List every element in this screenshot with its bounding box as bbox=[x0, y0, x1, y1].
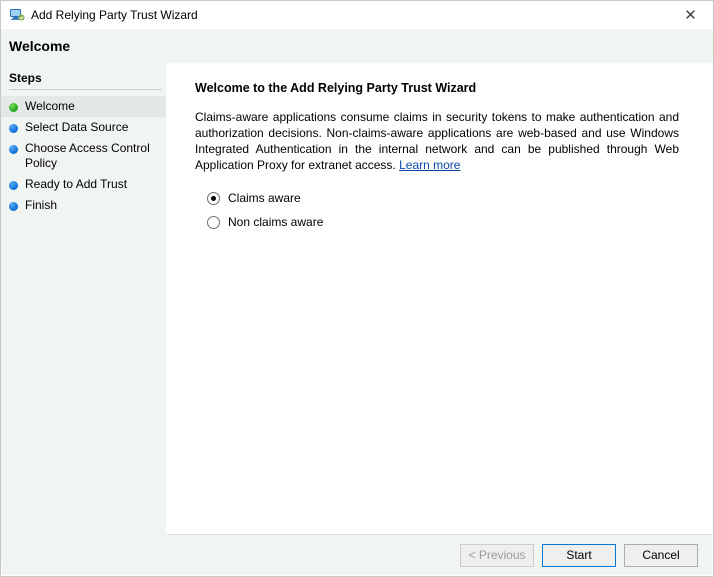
learn-more-link[interactable]: Learn more bbox=[399, 158, 461, 172]
page-header bbox=[1, 29, 713, 63]
sidebar-item-label: Select Data Source bbox=[25, 120, 129, 134]
content-description bbox=[195, 109, 679, 173]
sidebar-footer-fill bbox=[2, 534, 168, 575]
sidebar-item-label: Finish bbox=[25, 198, 58, 212]
step-bullet-icon bbox=[9, 181, 18, 190]
sidebar-item-label: Welcome bbox=[25, 99, 75, 113]
sidebar-item-finish[interactable] bbox=[1, 195, 166, 216]
window-title: Add Relying Party Trust Wizard bbox=[31, 8, 198, 22]
radio-option-label: Claims aware bbox=[228, 191, 301, 205]
sidebar-item-ready-to-add-trust[interactable] bbox=[1, 174, 166, 195]
steps-sidebar bbox=[1, 63, 167, 566]
radio-button-icon[interactable] bbox=[207, 192, 220, 205]
cancel-button[interactable]: Cancel bbox=[624, 544, 698, 567]
step-bullet-icon bbox=[9, 145, 18, 154]
sidebar-item-label: Choose Access Control Policy bbox=[25, 141, 150, 170]
step-bullet-icon bbox=[9, 124, 18, 133]
wizard-app-icon bbox=[9, 7, 25, 23]
sidebar-item-choose-access-control-policy[interactable] bbox=[1, 138, 166, 174]
radio-button-icon[interactable] bbox=[207, 216, 220, 229]
title-bar bbox=[1, 1, 713, 29]
sidebar-item-select-data-source[interactable] bbox=[1, 117, 166, 138]
step-bullet-icon bbox=[9, 202, 18, 211]
wizard-content bbox=[167, 63, 713, 566]
description-text: Claims-aware applications consume claims in security tokens to make authentication and authorization decisions. Non-claims-aware applications are web-based and use Windows Integrated Authentication in the internal network and can be published through Web Application Proxy for extranet access. bbox=[195, 110, 679, 172]
sidebar-item-welcome[interactable] bbox=[1, 96, 166, 117]
steps-divider bbox=[9, 89, 162, 90]
radio-option-non-claims-aware[interactable] bbox=[207, 215, 697, 229]
wizard-footer bbox=[168, 534, 712, 575]
page-title: Welcome bbox=[9, 38, 71, 54]
sidebar-item-label: Ready to Add Trust bbox=[25, 177, 128, 191]
radio-option-label: Non claims aware bbox=[228, 215, 324, 229]
content-heading: Welcome to the Add Relying Party Trust Wizard bbox=[195, 81, 477, 95]
start-button[interactable]: Start bbox=[542, 544, 616, 567]
radio-option-claims-aware[interactable] bbox=[207, 191, 697, 205]
step-bullet-icon bbox=[9, 103, 18, 112]
previous-button[interactable]: < Previous bbox=[460, 544, 534, 567]
claims-mode-radio-group bbox=[207, 191, 697, 229]
steps-heading: Steps bbox=[9, 71, 42, 85]
close-icon[interactable]: ✕ bbox=[684, 7, 697, 24]
wizard-body bbox=[1, 63, 713, 566]
